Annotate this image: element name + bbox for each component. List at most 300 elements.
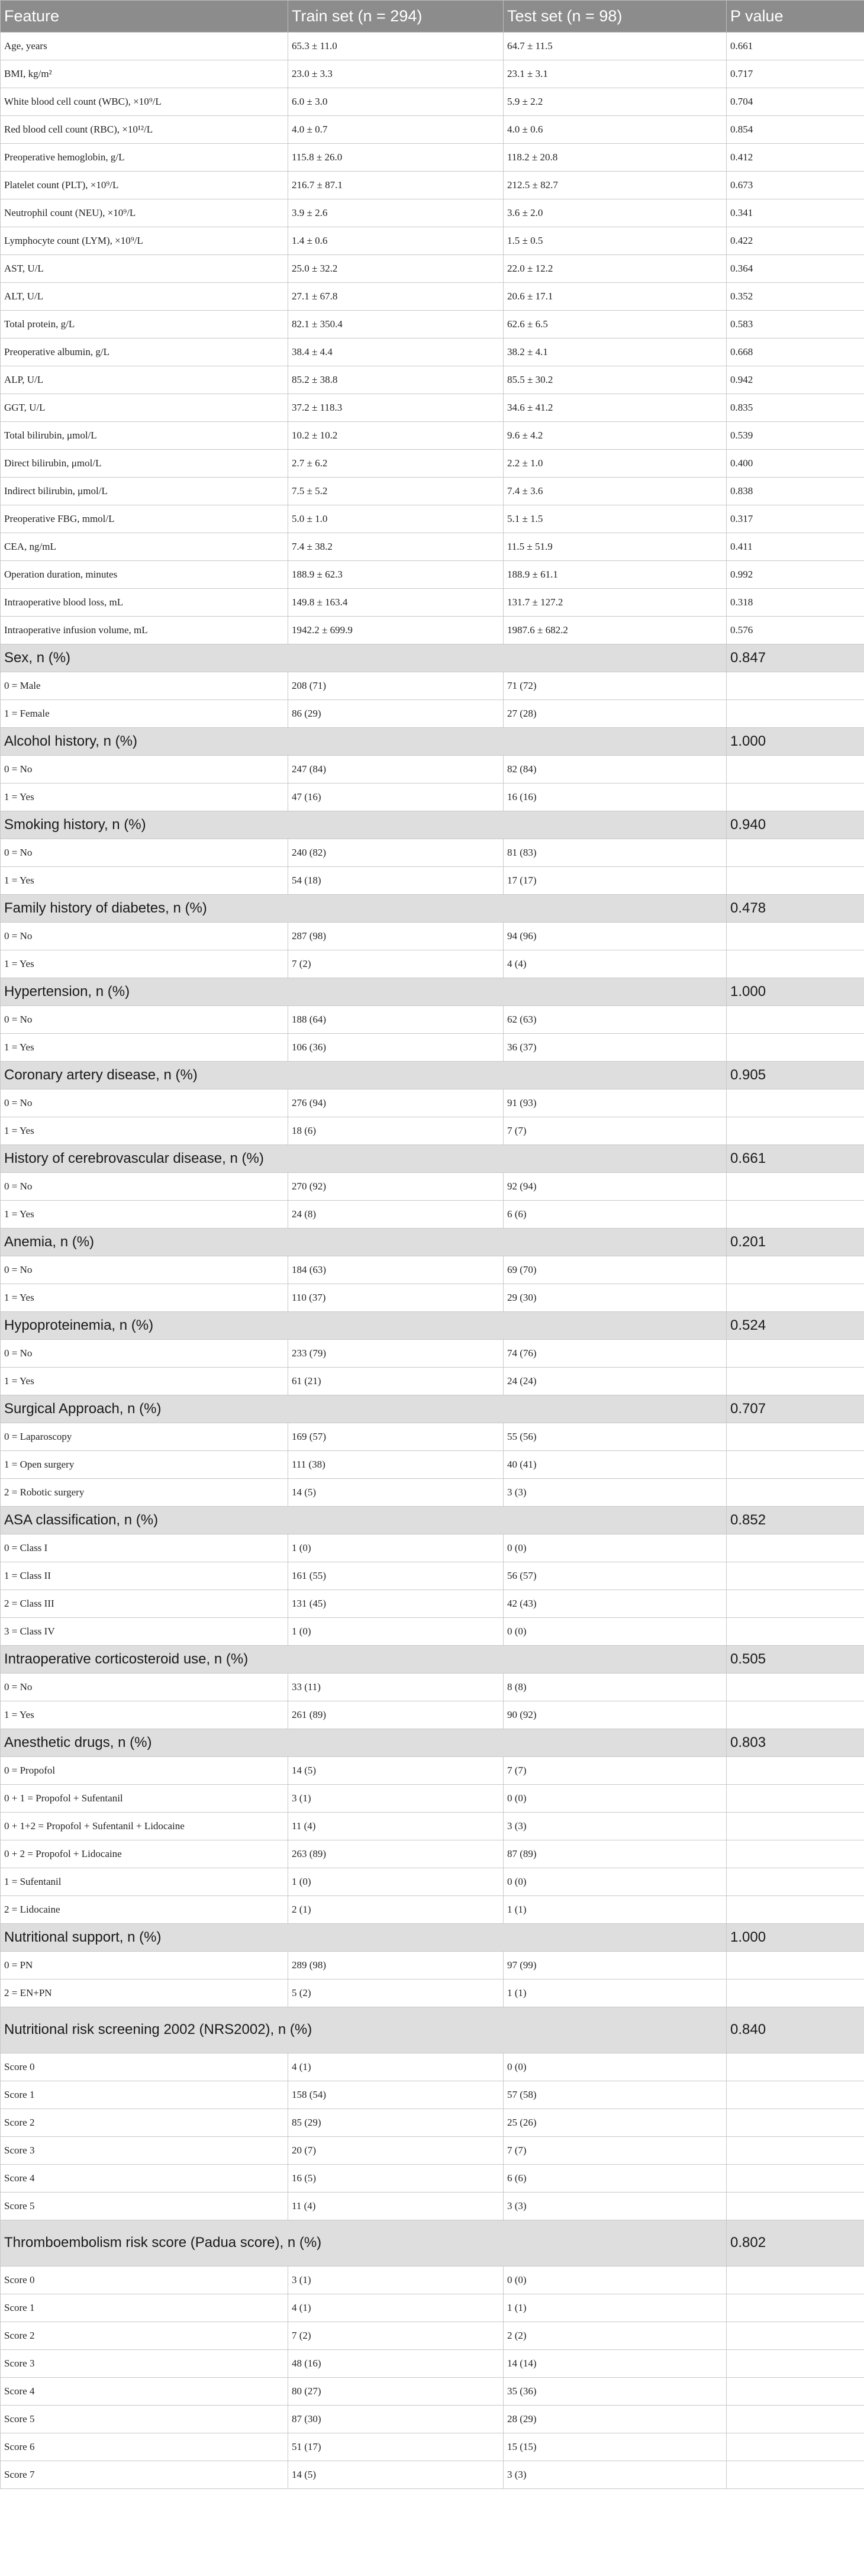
cell-train: 1.4 ± 0.6 [288, 227, 504, 255]
cell-train: 37.2 ± 118.3 [288, 394, 504, 422]
cell-test: 91 (93) [504, 1089, 727, 1117]
cell-p-value [727, 1423, 864, 1451]
section-label: Smoking history, n (%) [1, 811, 727, 839]
cell-feature: 0 = Laparoscopy [1, 1423, 288, 1451]
cell-p-value: 0.352 [727, 283, 864, 311]
cell-p-value [727, 1813, 864, 1840]
cell-feature: Score 3 [1, 2350, 288, 2378]
cell-test: 87 (89) [504, 1840, 727, 1868]
cell-feature: 1 = Yes [1, 867, 288, 895]
cell-test: 1.5 ± 0.5 [504, 227, 727, 255]
cell-test: 29 (30) [504, 1284, 727, 1312]
cell-train: 115.8 ± 26.0 [288, 144, 504, 172]
table-row [1, 1340, 864, 1368]
cell-test: 4.0 ± 0.6 [504, 116, 727, 144]
cell-train: 2.7 ± 6.2 [288, 450, 504, 478]
cell-train: 47 (16) [288, 784, 504, 811]
cell-feature: 0 = No [1, 1089, 288, 1117]
cell-test: 15 (15) [504, 2433, 727, 2461]
section-p-value: 0.707 [727, 1395, 864, 1423]
cell-test: 74 (76) [504, 1340, 727, 1368]
cell-test: 3 (3) [504, 2193, 727, 2220]
table-row [1, 1173, 864, 1201]
section-p-value: 1.000 [727, 978, 864, 1006]
cell-p-value: 0.576 [727, 617, 864, 644]
table-row [1, 394, 864, 422]
cell-feature: 0 = No [1, 756, 288, 784]
cell-feature: Total protein, g/L [1, 311, 288, 338]
cell-train: 7 (2) [288, 2322, 504, 2350]
table-row [1, 1479, 864, 1507]
cell-train: 7 (2) [288, 950, 504, 978]
cell-p-value [727, 2165, 864, 2193]
cell-feature: 1 = Yes [1, 1284, 288, 1312]
cell-p-value [727, 1896, 864, 1924]
cell-p-value [727, 1340, 864, 1368]
cell-feature: 0 = No [1, 1173, 288, 1201]
table-row [1, 1785, 864, 1813]
cell-test: 94 (96) [504, 923, 727, 950]
table-row [1, 116, 864, 144]
cell-feature: 2 = Robotic surgery [1, 1479, 288, 1507]
section-label: History of cerebrovascular disease, n (%) [1, 1145, 727, 1173]
table-row [1, 2294, 864, 2322]
cell-test: 23.1 ± 3.1 [504, 60, 727, 88]
table-row [1, 1979, 864, 2007]
table-row [1, 478, 864, 505]
cell-test: 4 (4) [504, 950, 727, 978]
table-row [1, 2165, 864, 2193]
cell-train: 289 (98) [288, 1952, 504, 1979]
cell-p-value: 0.317 [727, 505, 864, 533]
header-p-value: P value [727, 1, 864, 33]
cell-p-value [727, 923, 864, 950]
cell-train: 27.1 ± 67.8 [288, 283, 504, 311]
table-row [1, 867, 864, 895]
cell-train: 208 (71) [288, 672, 504, 700]
section-label: Hypoproteinemia, n (%) [1, 1312, 727, 1340]
table-row [1, 1952, 864, 1979]
table-row [1, 784, 864, 811]
cell-train: 188 (64) [288, 1006, 504, 1034]
cell-test: 11.5 ± 51.9 [504, 533, 727, 561]
cell-train: 184 (63) [288, 1256, 504, 1284]
cell-feature: Score 7 [1, 2461, 288, 2489]
cell-train: 233 (79) [288, 1340, 504, 1368]
cell-train: 51 (17) [288, 2433, 504, 2461]
table-row [1, 672, 864, 700]
cell-train: 65.3 ± 11.0 [288, 33, 504, 60]
cell-test: 92 (94) [504, 1173, 727, 1201]
cell-p-value [727, 1368, 864, 1395]
cell-feature: Direct bilirubin, μmol/L [1, 450, 288, 478]
cell-test: 17 (17) [504, 867, 727, 895]
table-row [1, 172, 864, 199]
section-label: ASA classification, n (%) [1, 1507, 727, 1534]
cell-train: 20 (7) [288, 2137, 504, 2165]
cell-feature: 0 = Propofol [1, 1757, 288, 1785]
section-label: Nutritional support, n (%) [1, 1924, 727, 1952]
cell-train: 7.5 ± 5.2 [288, 478, 504, 505]
cell-p-value [727, 1757, 864, 1785]
table-row [1, 88, 864, 116]
cell-feature: 0 = No [1, 923, 288, 950]
cell-p-value: 0.673 [727, 172, 864, 199]
cell-feature: 1 = Yes [1, 1701, 288, 1729]
table-row [1, 505, 864, 533]
table-section-row [1, 1395, 864, 1423]
cell-test: 5.1 ± 1.5 [504, 505, 727, 533]
table-section-row [1, 978, 864, 1006]
cell-feature: 1 = Yes [1, 1034, 288, 1062]
table-row [1, 1284, 864, 1312]
cell-p-value [727, 1117, 864, 1145]
cell-test: 42 (43) [504, 1590, 727, 1618]
cell-feature: Score 1 [1, 2294, 288, 2322]
cell-test: 62 (63) [504, 1006, 727, 1034]
table-row [1, 227, 864, 255]
cell-feature: GGT, U/L [1, 394, 288, 422]
table-section-row [1, 1145, 864, 1173]
cell-test: 22.0 ± 12.2 [504, 255, 727, 283]
cell-train: 276 (94) [288, 1089, 504, 1117]
cell-feature: 1 = Yes [1, 784, 288, 811]
cell-test: 3.6 ± 2.0 [504, 199, 727, 227]
cell-p-value [727, 1534, 864, 1562]
cell-test: 34.6 ± 41.2 [504, 394, 727, 422]
cell-p-value [727, 700, 864, 728]
cell-train: 11 (4) [288, 1813, 504, 1840]
section-label: Sex, n (%) [1, 644, 727, 672]
section-label: Anesthetic drugs, n (%) [1, 1729, 727, 1757]
table-row [1, 1674, 864, 1701]
cell-train: 4 (1) [288, 2294, 504, 2322]
cell-test: 81 (83) [504, 839, 727, 867]
section-p-value: 0.802 [727, 2220, 864, 2267]
cell-feature: Score 2 [1, 2322, 288, 2350]
cell-p-value [727, 672, 864, 700]
table-row [1, 1813, 864, 1840]
table-section-row [1, 1312, 864, 1340]
cell-train: 11 (4) [288, 2193, 504, 2220]
cell-train: 10.2 ± 10.2 [288, 422, 504, 450]
cell-test: 3 (3) [504, 2461, 727, 2489]
cell-test: 7 (7) [504, 2137, 727, 2165]
cell-p-value: 0.412 [727, 144, 864, 172]
cell-train: 86 (29) [288, 700, 504, 728]
cell-feature: Preoperative FBG, mmol/L [1, 505, 288, 533]
table-section-row [1, 1062, 864, 1089]
cell-train: 4 (1) [288, 2053, 504, 2081]
cell-feature: 1 = Yes [1, 1201, 288, 1229]
cell-test: 1 (1) [504, 1896, 727, 1924]
table-row [1, 1896, 864, 1924]
cell-p-value [727, 1785, 864, 1813]
table-row [1, 199, 864, 227]
cell-p-value: 0.364 [727, 255, 864, 283]
cell-test: 0 (0) [504, 1618, 727, 1646]
cell-feature: 1 = Yes [1, 1368, 288, 1395]
cell-feature: 2 = Lidocaine [1, 1896, 288, 1924]
table-row [1, 1451, 864, 1479]
cell-p-value [727, 1840, 864, 1868]
table-row [1, 283, 864, 311]
cell-p-value [727, 2350, 864, 2378]
cell-feature: Score 6 [1, 2433, 288, 2461]
cell-test: 82 (84) [504, 756, 727, 784]
cell-test: 118.2 ± 20.8 [504, 144, 727, 172]
cell-test: 27 (28) [504, 700, 727, 728]
cell-train: 247 (84) [288, 756, 504, 784]
cell-train: 1 (0) [288, 1534, 504, 1562]
table-section-row [1, 728, 864, 756]
cell-feature: Intraoperative infusion volume, mL [1, 617, 288, 644]
cell-feature: ALP, U/L [1, 366, 288, 394]
cell-feature: 1 = Sufentanil [1, 1868, 288, 1896]
cell-train: 5.0 ± 1.0 [288, 505, 504, 533]
cell-test: 6 (6) [504, 2165, 727, 2193]
cell-feature: Red blood cell count (RBC), ×10¹²/L [1, 116, 288, 144]
section-p-value: 0.940 [727, 811, 864, 839]
cell-feature: Score 5 [1, 2406, 288, 2433]
cell-train: 287 (98) [288, 923, 504, 950]
cell-test: 3 (3) [504, 1813, 727, 1840]
table-row [1, 2461, 864, 2489]
cell-feature: 0 = PN [1, 1952, 288, 1979]
section-p-value: 0.505 [727, 1646, 864, 1674]
table-row [1, 311, 864, 338]
cell-test: 5.9 ± 2.2 [504, 88, 727, 116]
table-row [1, 533, 864, 561]
table-row [1, 700, 864, 728]
cell-test: 0 (0) [504, 1785, 727, 1813]
cell-p-value [727, 2053, 864, 2081]
table-row [1, 144, 864, 172]
cell-feature: White blood cell count (WBC), ×10⁹/L [1, 88, 288, 116]
cell-feature: 0 = Male [1, 672, 288, 700]
cell-train: 1942.2 ± 699.9 [288, 617, 504, 644]
cell-feature: 0 = No [1, 1674, 288, 1701]
table-row [1, 1034, 864, 1062]
cell-test: 38.2 ± 4.1 [504, 338, 727, 366]
cell-test: 131.7 ± 127.2 [504, 589, 727, 617]
cell-p-value [727, 1952, 864, 1979]
cell-feature: Score 5 [1, 2193, 288, 2220]
cell-train: 38.4 ± 4.4 [288, 338, 504, 366]
cell-feature: Score 3 [1, 2137, 288, 2165]
cell-test: 57 (58) [504, 2081, 727, 2109]
cell-train: 3 (1) [288, 2267, 504, 2294]
table-row [1, 2081, 864, 2109]
table-section-row [1, 811, 864, 839]
cell-p-value [727, 2193, 864, 2220]
cell-train: 7.4 ± 38.2 [288, 533, 504, 561]
cell-test: 3 (3) [504, 1479, 727, 1507]
table-section-row [1, 1646, 864, 1674]
cell-feature: 0 + 1+2 = Propofol + Sufentanil + Lidocaine [1, 1813, 288, 1840]
cell-p-value [727, 1562, 864, 1590]
cell-feature: Lymphocyte count (LYM), ×10⁹/L [1, 227, 288, 255]
cell-p-value [727, 1173, 864, 1201]
table-row [1, 1423, 864, 1451]
cell-test: 0 (0) [504, 2267, 727, 2294]
cell-p-value [727, 2081, 864, 2109]
table-section-row [1, 1924, 864, 1952]
cell-feature: 1 = Open surgery [1, 1451, 288, 1479]
cell-feature: Score 4 [1, 2165, 288, 2193]
table-row [1, 839, 864, 867]
table-row [1, 255, 864, 283]
table-section-row [1, 644, 864, 672]
cell-feature: Score 0 [1, 2267, 288, 2294]
cell-feature: 0 = No [1, 1340, 288, 1368]
cell-feature: 1 = Class II [1, 1562, 288, 1590]
cell-test: 64.7 ± 11.5 [504, 33, 727, 60]
cell-test: 2.2 ± 1.0 [504, 450, 727, 478]
cell-feature: 3 = Class IV [1, 1618, 288, 1646]
table-row [1, 617, 864, 644]
cell-p-value: 0.400 [727, 450, 864, 478]
cell-p-value: 0.411 [727, 533, 864, 561]
section-p-value: 0.201 [727, 1229, 864, 1256]
cell-test: 28 (29) [504, 2406, 727, 2433]
table-row [1, 366, 864, 394]
cell-p-value: 0.539 [727, 422, 864, 450]
cell-train: 3 (1) [288, 1785, 504, 1813]
cell-train: 158 (54) [288, 2081, 504, 2109]
cell-p-value: 0.661 [727, 33, 864, 60]
table-row [1, 2433, 864, 2461]
cell-train: 188.9 ± 62.3 [288, 561, 504, 589]
cell-test: 62.6 ± 6.5 [504, 311, 727, 338]
table-row [1, 1562, 864, 1590]
cell-train: 261 (89) [288, 1701, 504, 1729]
table-row [1, 1256, 864, 1284]
table-row [1, 756, 864, 784]
cell-test: 14 (14) [504, 2350, 727, 2378]
cell-p-value [727, 1006, 864, 1034]
section-label: Thromboembolism risk score (Padua score), n (%) [1, 2220, 727, 2267]
table-row [1, 1089, 864, 1117]
cell-p-value [727, 1256, 864, 1284]
cell-test: 9.6 ± 4.2 [504, 422, 727, 450]
table-row [1, 2267, 864, 2294]
cell-feature: AST, U/L [1, 255, 288, 283]
cell-feature: Operation duration, minutes [1, 561, 288, 589]
header-train-set: Train set (n = 294) [288, 1, 504, 33]
cell-train: 161 (55) [288, 1562, 504, 1590]
section-label: Family history of diabetes, n (%) [1, 895, 727, 923]
cell-p-value [727, 2378, 864, 2406]
table-row [1, 338, 864, 366]
cell-test: 56 (57) [504, 1562, 727, 1590]
cell-train: 16 (5) [288, 2165, 504, 2193]
table-row [1, 923, 864, 950]
cell-feature: Preoperative hemoglobin, g/L [1, 144, 288, 172]
cell-p-value [727, 1701, 864, 1729]
table-row [1, 2137, 864, 2165]
cell-train: 106 (36) [288, 1034, 504, 1062]
cell-p-value: 0.422 [727, 227, 864, 255]
header-feature: Feature [1, 1, 288, 33]
table-row [1, 2322, 864, 2350]
cell-test: 1 (1) [504, 1979, 727, 2007]
cell-p-value [727, 756, 864, 784]
cell-p-value [727, 1868, 864, 1896]
cell-feature: Indirect bilirubin, μmol/L [1, 478, 288, 505]
table-row [1, 1757, 864, 1785]
section-label: Hypertension, n (%) [1, 978, 727, 1006]
table-row [1, 1201, 864, 1229]
cell-p-value: 0.717 [727, 60, 864, 88]
cell-train: 80 (27) [288, 2378, 504, 2406]
table-row [1, 1117, 864, 1145]
cell-train: 131 (45) [288, 1590, 504, 1618]
table-row [1, 1006, 864, 1034]
cell-feature: Total bilirubin, μmol/L [1, 422, 288, 450]
cell-test: 85.5 ± 30.2 [504, 366, 727, 394]
table-section-row [1, 1729, 864, 1757]
cell-train: 61 (21) [288, 1368, 504, 1395]
table-row [1, 60, 864, 88]
section-p-value: 0.478 [727, 895, 864, 923]
cell-train: 3.9 ± 2.6 [288, 199, 504, 227]
cell-test: 2 (2) [504, 2322, 727, 2350]
cell-feature: Score 4 [1, 2378, 288, 2406]
cell-test: 0 (0) [504, 2053, 727, 2081]
cell-p-value [727, 1089, 864, 1117]
cell-feature: Score 0 [1, 2053, 288, 2081]
cell-train: 111 (38) [288, 1451, 504, 1479]
cell-feature: 0 = No [1, 1256, 288, 1284]
cell-p-value: 0.942 [727, 366, 864, 394]
section-p-value: 0.803 [727, 1729, 864, 1757]
cell-p-value [727, 2322, 864, 2350]
cell-train: 1 (0) [288, 1618, 504, 1646]
cell-feature: 1 = Yes [1, 1117, 288, 1145]
table-row [1, 1701, 864, 1729]
cell-p-value [727, 784, 864, 811]
cell-train: 85.2 ± 38.8 [288, 366, 504, 394]
cell-test: 71 (72) [504, 672, 727, 700]
cell-p-value [727, 1034, 864, 1062]
section-p-value: 0.524 [727, 1312, 864, 1340]
table-row [1, 1590, 864, 1618]
table-section-row [1, 2007, 864, 2053]
cell-test: 16 (16) [504, 784, 727, 811]
section-p-value: 0.840 [727, 2007, 864, 2053]
table-row [1, 2378, 864, 2406]
cell-train: 23.0 ± 3.3 [288, 60, 504, 88]
cell-feature: CEA, ng/mL [1, 533, 288, 561]
cell-test: 36 (37) [504, 1034, 727, 1062]
cell-test: 55 (56) [504, 1423, 727, 1451]
cell-train: 149.8 ± 163.4 [288, 589, 504, 617]
table-row [1, 422, 864, 450]
cell-feature: Neutrophil count (NEU), ×10⁹/L [1, 199, 288, 227]
cell-feature: 0 = No [1, 1006, 288, 1034]
cell-test: 35 (36) [504, 2378, 727, 2406]
cell-p-value [727, 1479, 864, 1507]
cell-train: 85 (29) [288, 2109, 504, 2137]
cell-p-value: 0.583 [727, 311, 864, 338]
table-row [1, 1840, 864, 1868]
section-p-value: 0.661 [727, 1145, 864, 1173]
cell-train: 87 (30) [288, 2406, 504, 2433]
cell-test: 40 (41) [504, 1451, 727, 1479]
table-row [1, 1534, 864, 1562]
cell-train: 24 (8) [288, 1201, 504, 1229]
